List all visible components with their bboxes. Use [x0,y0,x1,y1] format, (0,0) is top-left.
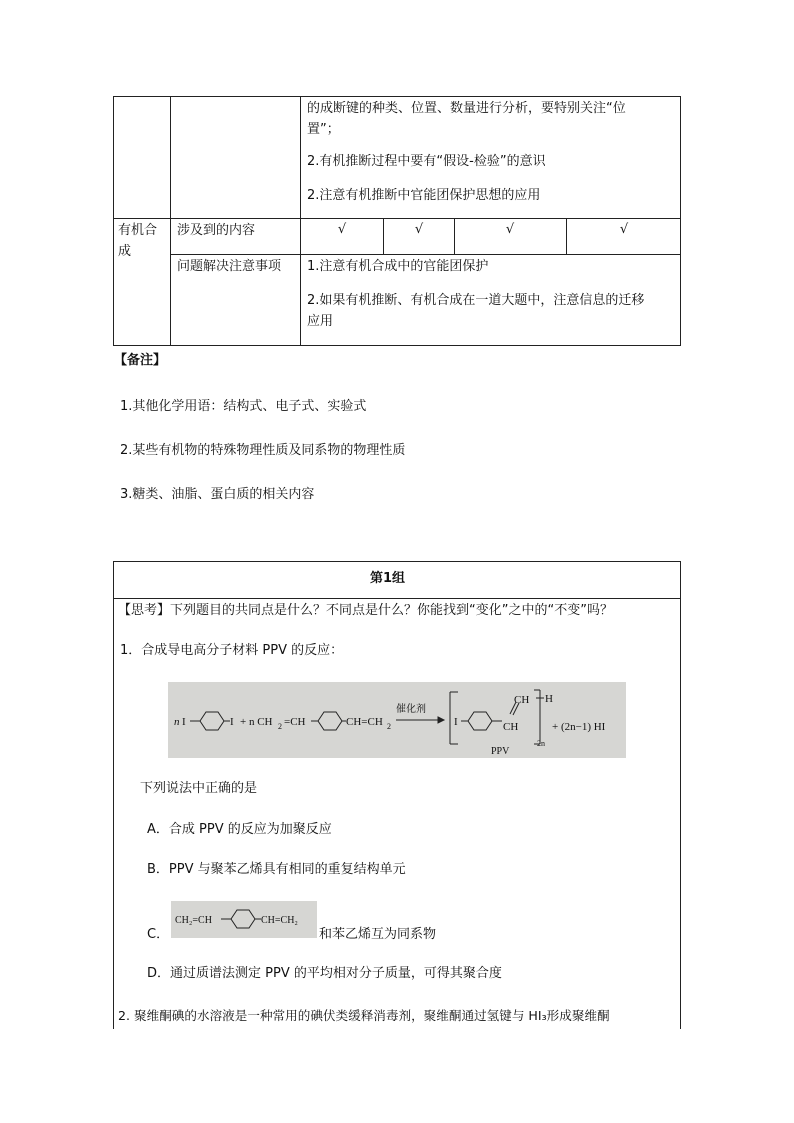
reaction-scheme-svg [168,682,626,758]
ch-top: CH [514,694,530,706]
row-label: 问题解决注意事项 [177,259,282,274]
iodine-left: I [182,716,186,728]
option-d: D．通过质谱法测定 PPV 的平均相对分子质量，可得其聚合度 [147,966,502,981]
check-mark: √ [619,222,629,237]
benzene-ring-c [231,910,255,928]
option-c-text: 和苯乙烯互为同系物 [319,927,437,942]
iodine-right: I [230,716,234,728]
cell-text: 1.注意有机合成中的官能团保护 [307,259,489,274]
option-c-formula-image [171,901,317,938]
formula-left: CH₂=CH [175,915,212,926]
product-name: PPV [491,746,510,757]
option-c-label: C． [147,927,170,942]
cell-text: 2.如果有机推断、有机合成在一道大题中，注意信息的迁移 [307,293,645,308]
question-1-prompt: 下列说法中正确的是 [140,781,258,796]
cell-text: 的成断键的种类、位置、数量进行分析，要特别关注“位 [307,101,626,116]
ch2-subscript: 2 [278,722,282,731]
notes-heading: 【备注】 [114,353,167,368]
note-item: 2.某些有机物的特殊物理性质及同系物的物理性质 [120,443,406,458]
h-end: H [545,693,553,705]
check-mark: √ [505,222,515,237]
eq-ch: =CH [284,716,306,728]
ch-bottom: CH [503,721,519,733]
cell-text: 置”； [307,122,340,137]
option-b: B．PPV 与聚苯乙烯具有相同的重复结构单元 [147,862,406,877]
question-2-line: 2. 聚维酮碘的水溶液是一种常用的碘伏类缓释消毒剂，聚维酮通过氢键与 HI₃形成聚维酮 [118,1008,610,1023]
group-title: 第1组 [370,571,406,586]
check-mark: √ [414,222,424,237]
think-prompt: 【思考】下列题目的共同点是什么？不同点是什么？你能找到“变化”之中的“不变”吗？ [118,603,613,618]
byproduct-hi: + (2n−1) HI [552,721,606,733]
note-item: 1.其他化学用语：结构式、电子式、实验式 [120,399,367,414]
formula-right: CH=CH₂ [261,915,298,926]
coefficient-n: n [174,716,180,728]
check-mark: √ [337,222,347,237]
plus-n-ch: + n CH [240,716,273,728]
ch2-end-subscript: 2 [387,722,391,731]
subscript-2n: 2n [537,739,545,748]
ch-eq-ch: CH=CH [346,716,383,728]
benzene-ring-1 [200,712,224,730]
option-c-formula-svg [171,901,317,938]
option-a: A．合成 PPV 的反应为加聚反应 [147,822,332,837]
row-label: 涉及到的内容 [177,223,256,238]
reaction-scheme-image [168,682,626,758]
iodine-product: I [454,716,458,728]
question-1-stem: 1．合成导电高分子材料 PPV 的反应： [120,643,344,658]
cell-text: 2.注意有机推断中官能团保护思想的应用 [307,188,541,203]
catalyst-label: 催化剂 [396,704,426,715]
benzene-ring-2 [318,712,342,730]
benzene-ring-3 [468,712,492,730]
note-item: 3.糖类、油脂、蛋白质的相关内容 [120,487,315,502]
cell-text: 2.有机推断过程中要有“假设-检验”的意识 [307,154,546,169]
row-header: 成 [118,244,132,259]
row-header: 有机合 [118,223,158,238]
cell-text: 应用 [307,314,334,329]
